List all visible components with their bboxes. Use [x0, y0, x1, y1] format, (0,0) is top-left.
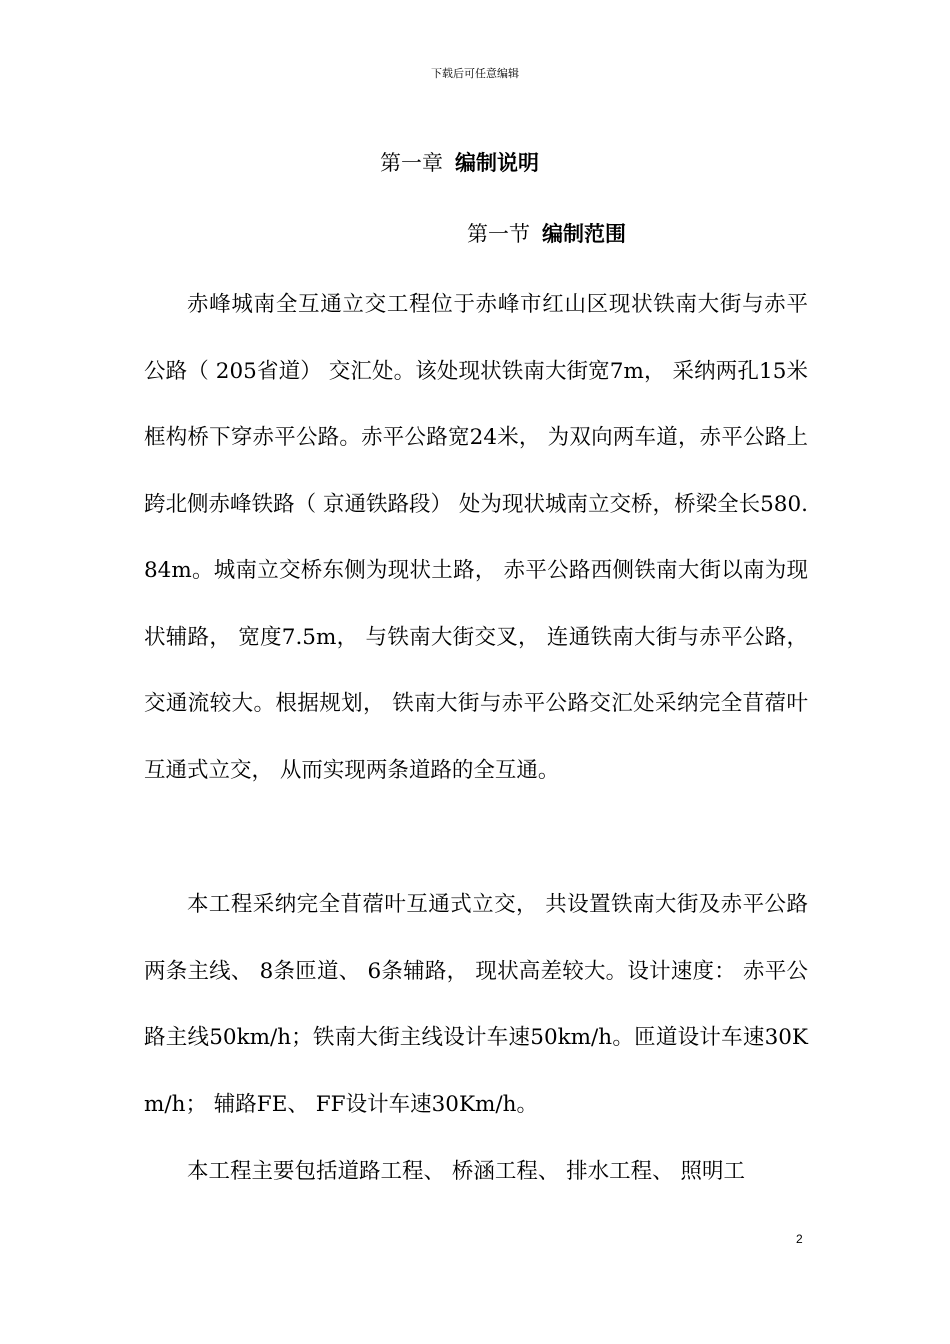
paragraph-scope: 赤峰城南全互通立交工程位于赤峰市红山区现状铁南大街与赤平公路（ 205省道） 交汇处。该处现状铁南大街宽7m， 采纳两孔15米框构桥下穿赤平公路。赤平公路宽24米， 为双向两车道，赤平公路上跨北侧赤峰铁路（ 京通铁路段） 处为现状城南立交桥，桥梁全长580.84m。城南立交桥东侧为现状土路， 赤平公路西侧铁南大街以南为现状辅路， 宽度7.5m， 与铁南大街交叉， 连通铁南大街与赤平公路， 交通流较大。根据规划， 铁南大街与赤平公路交汇处采纳完全苜蓿叶互通式立交， 从而实现两条道路的全互通。 — [144, 292, 808, 783]
chapter-heading — [380, 148, 539, 178]
section-title: 编制范围 — [542, 222, 626, 246]
chapter-label: 第一章 — [380, 151, 443, 175]
page-number: 2 — [796, 1232, 803, 1246]
section-heading — [467, 219, 626, 249]
header-note: 下载后可任意编辑 — [431, 67, 519, 80]
paragraph-contents: 本工程主要包括道路工程、 桥涵工程、 排水工程、 照明工 — [187, 1159, 746, 1184]
paragraph-design: 本工程采纳完全苜蓿叶互通式立交， 共设置铁南大街及赤平公路两条主线、 8条匝道、 6条辅路， 现状高差较大。设计速度： 赤平公路主线50km/h；铁南大街主线设计车速50km/h。匝道设计车速30Km/h； 辅路FE、 FF设计车速30Km/h。 — [144, 892, 808, 1117]
chapter-title: 编制说明 — [455, 151, 539, 175]
section-label: 第一节 — [467, 222, 530, 246]
